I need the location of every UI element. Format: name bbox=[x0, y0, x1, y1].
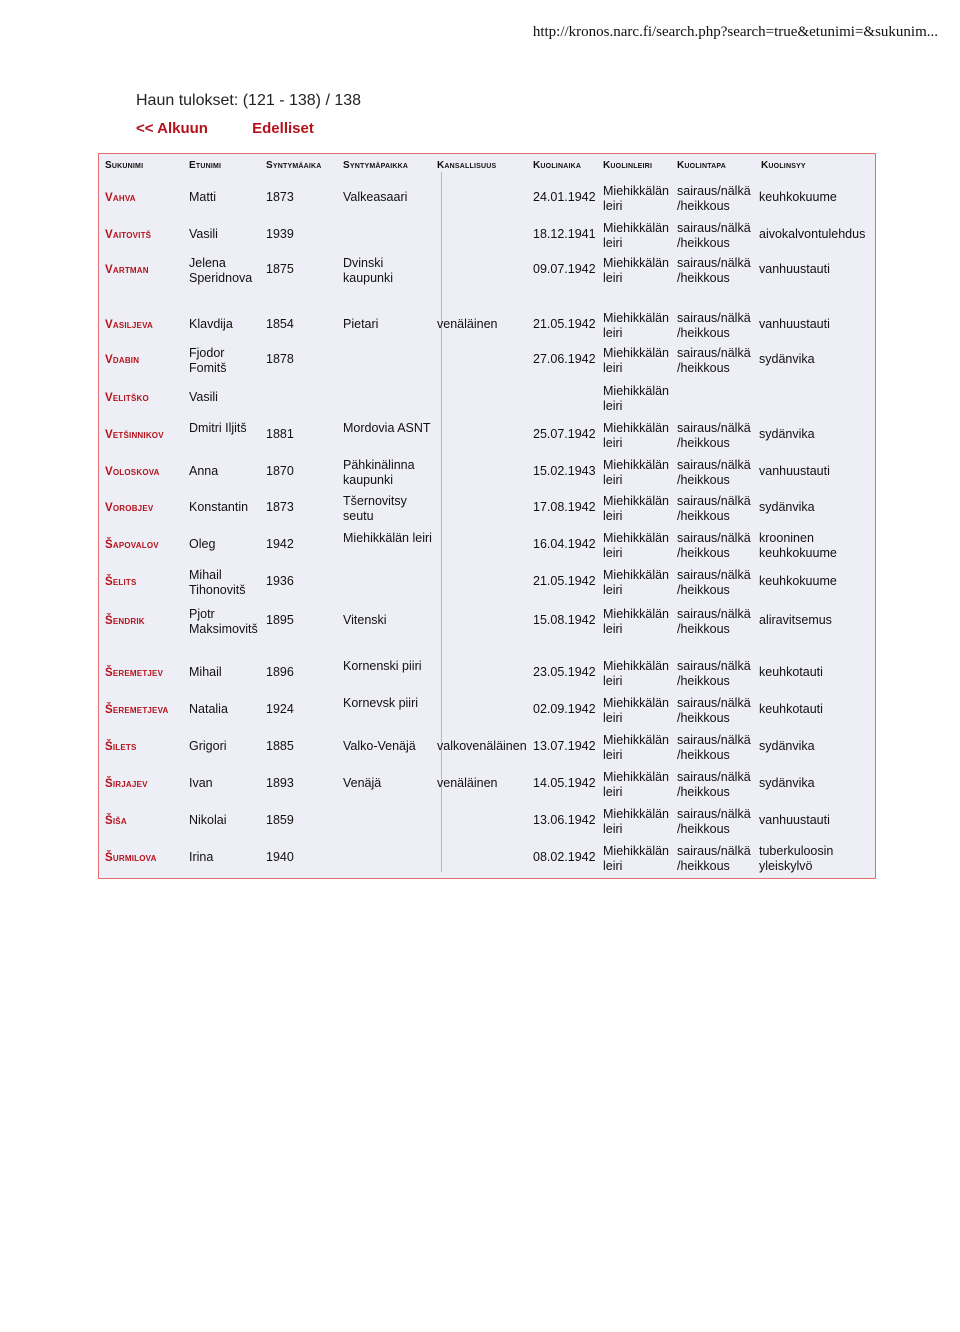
cell-firstname: Konstantin bbox=[189, 500, 249, 514]
cell-death-manner: sairaus/nälkä /heikkous bbox=[677, 531, 751, 560]
cell-birthplace: Vitenski bbox=[343, 613, 387, 627]
cell-death-cause: krooninen keuhkokuume bbox=[759, 531, 837, 560]
col-header-nationality[interactable]: Kansallisuus bbox=[437, 160, 497, 171]
cell-firstname: Natalia bbox=[189, 702, 228, 716]
col-header-firstname[interactable]: Etunimi bbox=[189, 160, 222, 171]
cell-death-cause: keuhkotauti bbox=[759, 665, 823, 679]
table-row bbox=[99, 419, 875, 453]
cell-death-manner: sairaus/nälkä /heikkous bbox=[677, 607, 751, 636]
cell-death-manner: sairaus/nälkä /heikkous bbox=[677, 844, 751, 873]
cell-surname: Velitško bbox=[105, 392, 149, 404]
cell-nationality: venäläinen bbox=[437, 776, 498, 790]
cell-death-cause: aliravitsemus bbox=[759, 613, 832, 627]
cell-death-cause: sydänvika bbox=[759, 427, 815, 441]
cell-birthdate: 1881 bbox=[266, 427, 294, 441]
cell-death-camp: Miehikkälän leiri bbox=[603, 807, 670, 836]
cell-death-camp: Miehikkälän leiri bbox=[603, 696, 670, 725]
cell-firstname: Grigori bbox=[189, 739, 227, 753]
cell-surname: Šapovalov bbox=[105, 539, 159, 551]
cell-death-date: 21.05.1942 bbox=[533, 574, 596, 588]
cell-birthplace: Pähkinälinna kaupunki bbox=[343, 458, 415, 487]
cell-death-camp: Miehikkälän leiri bbox=[603, 733, 670, 762]
cell-death-manner: sairaus/nälkä /heikkous bbox=[677, 696, 751, 725]
cell-birthplace: Miehikkälän leiri bbox=[343, 531, 432, 545]
cell-firstname: Pjotr Maksimovitš bbox=[189, 607, 258, 636]
cell-birthdate: 1859 bbox=[266, 813, 294, 827]
table-row bbox=[99, 344, 875, 378]
cell-surname: Šilets bbox=[105, 741, 137, 753]
cell-death-date: 15.02.1943 bbox=[533, 464, 596, 478]
cell-birthplace: Mordovia ASNT bbox=[343, 421, 431, 435]
results-heading: Haun tulokset: (121 - 138) / 138 bbox=[136, 92, 362, 109]
cell-birthplace: Valkeasaari bbox=[343, 190, 408, 204]
cell-death-camp: Miehikkälän leiri bbox=[603, 494, 670, 523]
cell-death-cause: sydänvika bbox=[759, 776, 815, 790]
cell-surname: Šendrik bbox=[105, 615, 145, 627]
cell-surname: Šurmilova bbox=[105, 852, 157, 864]
cell-death-camp: Miehikkälän leiri bbox=[603, 568, 670, 597]
cell-birthdate: 1885 bbox=[266, 739, 294, 753]
cell-surname: Vdabin bbox=[105, 354, 140, 366]
cell-birthdate: 1924 bbox=[266, 702, 294, 716]
table-row bbox=[99, 842, 875, 876]
cell-birthdate: 1873 bbox=[266, 190, 294, 204]
cell-surname: Šeremetjev bbox=[105, 667, 164, 679]
cell-death-camp: Miehikkälän leiri bbox=[603, 770, 670, 799]
cell-death-camp: Miehikkälän leiri bbox=[603, 221, 670, 250]
cell-firstname: Jelena Speridnova bbox=[189, 256, 253, 285]
pagination-nav bbox=[136, 120, 354, 137]
cell-death-camp: Miehikkälän leiri bbox=[603, 844, 670, 873]
cell-death-manner: sairaus/nälkä /heikkous bbox=[677, 770, 751, 799]
cell-death-manner: sairaus/nälkä /heikkous bbox=[677, 568, 751, 597]
cell-firstname: Vasili bbox=[189, 390, 218, 404]
cell-death-date: 18.12.1941 bbox=[533, 227, 596, 241]
col-header-death-camp[interactable]: Kuolinleiri bbox=[603, 160, 653, 171]
cell-death-manner: sairaus/nälkä /heikkous bbox=[677, 184, 751, 213]
cell-firstname: Klavdija bbox=[189, 317, 233, 331]
col-header-death-date[interactable]: Kuolinaika bbox=[533, 160, 582, 171]
cell-birthdate: 1942 bbox=[266, 537, 294, 551]
results-table bbox=[98, 153, 876, 879]
cell-surname: Šelits bbox=[105, 576, 137, 588]
table-row bbox=[99, 529, 875, 563]
cell-surname: Širjajev bbox=[105, 778, 148, 790]
cell-birthdate: 1940 bbox=[266, 850, 294, 864]
table-row bbox=[99, 492, 875, 526]
cell-firstname: Ivan bbox=[189, 776, 213, 790]
cell-death-date: 13.07.1942 bbox=[533, 739, 596, 753]
cell-death-camp: Miehikkälän leiri bbox=[603, 531, 670, 560]
cell-surname: Vartman bbox=[105, 264, 149, 276]
cell-birthplace: Pietari bbox=[343, 317, 379, 331]
cell-death-camp: Miehikkälän leiri bbox=[603, 607, 670, 636]
cell-firstname: Fjodor Fomitš bbox=[189, 346, 227, 375]
cell-death-manner: sairaus/nälkä /heikkous bbox=[677, 311, 751, 340]
table-row bbox=[99, 605, 875, 639]
cell-death-cause: keuhkotauti bbox=[759, 702, 823, 716]
cell-death-cause: vanhuustauti bbox=[759, 813, 830, 827]
cell-firstname: Oleg bbox=[189, 537, 216, 551]
cell-birthplace: Valko-Venäjä bbox=[343, 739, 416, 753]
cell-death-camp: Miehikkälän leiri bbox=[603, 421, 670, 450]
col-header-birthplace[interactable]: Syntymäpaikka bbox=[343, 160, 409, 171]
table-row bbox=[99, 182, 875, 216]
cell-surname: Šiša bbox=[105, 815, 127, 827]
cell-firstname: Mihail bbox=[189, 665, 222, 679]
cell-birthdate: 1936 bbox=[266, 574, 294, 588]
cell-death-date: 15.08.1942 bbox=[533, 613, 596, 627]
cell-birthdate: 1939 bbox=[266, 227, 294, 241]
cell-firstname: Dmitri Iljitš bbox=[189, 421, 247, 435]
cell-death-date: 08.02.1942 bbox=[533, 850, 596, 864]
cell-death-date: 25.07.1942 bbox=[533, 427, 596, 441]
cell-birthdate: 1870 bbox=[266, 464, 294, 478]
cell-death-cause: sydänvika bbox=[759, 739, 815, 753]
cell-death-manner: sairaus/nälkä /heikkous bbox=[677, 221, 751, 250]
cell-death-cause: sydänvika bbox=[759, 352, 815, 366]
cell-firstname: Irina bbox=[189, 850, 214, 864]
cell-death-date: 24.01.1942 bbox=[533, 190, 596, 204]
cell-surname: Voloskova bbox=[105, 466, 160, 478]
cell-death-manner: sairaus/nälkä /heikkous bbox=[677, 659, 751, 688]
cell-birthdate: 1893 bbox=[266, 776, 294, 790]
col-header-death-cause[interactable]: Kuolinsyy bbox=[761, 160, 806, 171]
table-row bbox=[99, 254, 875, 288]
cell-death-date: 27.06.1942 bbox=[533, 352, 596, 366]
cell-death-camp: Miehikkälän leiri bbox=[603, 184, 670, 213]
cell-firstname: Vasili bbox=[189, 227, 218, 241]
table-row bbox=[99, 566, 875, 600]
table-row bbox=[99, 382, 875, 416]
cell-death-date: 13.06.1942 bbox=[533, 813, 596, 827]
cell-birthplace: Venäjä bbox=[343, 776, 382, 790]
table-row bbox=[99, 731, 875, 765]
table-row bbox=[99, 768, 875, 802]
cell-death-cause: vanhuustauti bbox=[759, 262, 830, 276]
cell-birthdate: 1878 bbox=[266, 352, 294, 366]
col-header-surname[interactable]: Sukunimi bbox=[105, 160, 144, 171]
cell-death-manner: sairaus/nälkä /heikkous bbox=[677, 346, 751, 375]
cell-birthplace: Kornenski piiri bbox=[343, 659, 422, 673]
cell-death-manner: sairaus/nälkä /heikkous bbox=[677, 421, 751, 450]
cell-death-camp: Miehikkälän leiri bbox=[603, 384, 670, 413]
table-row bbox=[99, 309, 875, 343]
cell-death-camp: Miehikkälän leiri bbox=[603, 659, 670, 688]
table-row bbox=[99, 805, 875, 839]
cell-death-cause: sydänvika bbox=[759, 500, 815, 514]
cell-death-cause: tuberkuloosin yleiskylvö bbox=[759, 844, 834, 873]
cell-nationality: valkovenäläinen bbox=[437, 739, 527, 753]
cell-nationality: venäläinen bbox=[437, 317, 498, 331]
cell-death-cause: keuhkokuume bbox=[759, 190, 837, 204]
cell-death-manner: sairaus/nälkä /heikkous bbox=[677, 256, 751, 285]
col-header-birthdate[interactable]: Syntymäaika bbox=[266, 160, 322, 171]
table-row bbox=[99, 694, 875, 728]
cell-death-manner: sairaus/nälkä /heikkous bbox=[677, 458, 751, 487]
cell-birthplace: Kornevsk piiri bbox=[343, 696, 419, 710]
table-row bbox=[99, 219, 875, 253]
cell-death-date: 16.04.1942 bbox=[533, 537, 596, 551]
cell-birthdate: 1895 bbox=[266, 613, 294, 627]
table-row bbox=[99, 456, 875, 490]
page-url: http://kronos.narc.fi/search.php?search=true&etunimi=&sukunim... bbox=[532, 24, 938, 40]
cell-death-date: 21.05.1942 bbox=[533, 317, 596, 331]
cell-birthdate: 1875 bbox=[266, 262, 294, 276]
col-header-death-manner[interactable]: Kuolintapa bbox=[677, 160, 727, 171]
cell-birthdate: 1854 bbox=[266, 317, 294, 331]
cell-firstname: Anna bbox=[189, 464, 219, 478]
cell-surname: Vorobjev bbox=[105, 502, 154, 514]
cell-death-manner: sairaus/nälkä /heikkous bbox=[677, 494, 751, 523]
cell-surname: Vetšinnikov bbox=[105, 429, 164, 441]
cell-death-cause: vanhuustauti bbox=[759, 317, 830, 331]
cell-surname: Vaitovitš bbox=[105, 229, 152, 241]
cell-death-cause: aivokalvontulehdus bbox=[759, 227, 866, 241]
cell-firstname: Nikolai bbox=[189, 813, 227, 827]
cell-death-date: 14.05.1942 bbox=[533, 776, 596, 790]
cell-death-date: 23.05.1942 bbox=[533, 665, 596, 679]
cell-death-cause: keuhkokuume bbox=[759, 574, 837, 588]
cell-birthdate: 1873 bbox=[266, 500, 294, 514]
cell-surname: Vasiljeva bbox=[105, 319, 153, 331]
cell-death-date: 02.09.1942 bbox=[533, 702, 596, 716]
cell-death-cause: vanhuustauti bbox=[759, 464, 830, 478]
previous-page-link[interactable]: Edelliset bbox=[252, 120, 314, 137]
first-page-link[interactable]: << Alkuun bbox=[136, 120, 208, 137]
cell-surname: Šeremetjeva bbox=[105, 704, 169, 716]
cell-birthplace: Tšernovitsy seutu bbox=[343, 494, 407, 523]
cell-death-date: 09.07.1942 bbox=[533, 262, 596, 276]
cell-surname: Vahva bbox=[105, 192, 136, 204]
cell-firstname: Mihail Tihonovitš bbox=[189, 568, 246, 597]
cell-death-camp: Miehikkälän leiri bbox=[603, 346, 670, 375]
cell-death-manner: sairaus/nälkä /heikkous bbox=[677, 733, 751, 762]
cell-birthplace: Dvinski kaupunki bbox=[343, 256, 394, 285]
cell-firstname: Matti bbox=[189, 190, 217, 204]
cell-death-camp: Miehikkälän leiri bbox=[603, 256, 670, 285]
table-row bbox=[99, 657, 875, 691]
cell-death-camp: Miehikkälän leiri bbox=[603, 311, 670, 340]
cell-birthdate: 1896 bbox=[266, 665, 294, 679]
cell-death-manner: sairaus/nälkä /heikkous bbox=[677, 807, 751, 836]
cell-death-date: 17.08.1942 bbox=[533, 500, 596, 514]
cell-death-camp: Miehikkälän leiri bbox=[603, 458, 670, 487]
